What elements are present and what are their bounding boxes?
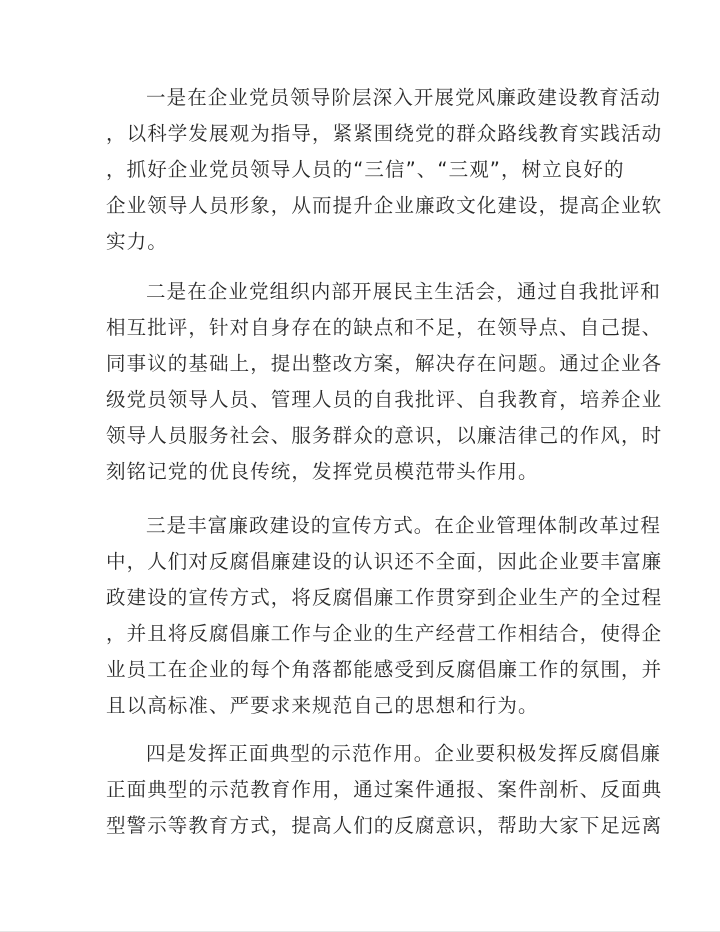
paragraph-line: 四是发挥正面典型的示范作用。企业要积极发挥反腐倡廉: [146, 742, 662, 765]
paragraph-2: [106, 274, 663, 490]
paragraph-line: ，以科学发展观为指导，紧紧围绕党的群众路线教育实践活动: [106, 122, 663, 145]
paragraph-line: ，抓好企业党员领导人员的“三信”、“三观”，树立良好的: [106, 158, 625, 181]
paragraph-line: 实力。: [106, 230, 168, 253]
paragraph-1: [106, 80, 663, 260]
paragraph-line: 正面典型的示范教育作用，通过案件通报、案件剖析、反面典: [106, 778, 663, 801]
paragraph-line: 相互批评，针对自身存在的缺点和不足，在领导点、自己提、: [106, 316, 663, 339]
paragraph-line: 业员工在企业的每个角落都能感受到反腐倡廉工作的氛围，并: [106, 658, 663, 681]
paragraph-line: 政建设的宣传方式，将反腐倡廉工作贯穿到企业生产的全过程: [106, 586, 663, 609]
paragraph-line: 同事议的基础上，提出整改方案，解决存在问题。通过企业各: [106, 352, 663, 375]
paragraph-line: 三是丰富廉政建设的宣传方式。在企业管理体制改革过程: [146, 514, 662, 537]
paragraph-line: 刻铭记党的优良传统，发挥党员模范带头作用。: [106, 460, 539, 483]
paragraph-3: [106, 508, 663, 724]
paragraph-4: [106, 736, 663, 844]
paragraph-line: 二是在企业党组织内部开展民主生活会，通过自我批评和: [146, 280, 662, 303]
paragraph-line: 一是在企业党员领导阶层深入开展党风廉政建设教育活动: [146, 86, 662, 109]
paragraph-line: 领导人员服务社会、服务群众的意识，以廉洁律己的作风，时: [106, 424, 663, 447]
paragraph-line: 级党员领导人员、管理人员的自我批评、自我教育，培养企业: [106, 388, 663, 411]
paragraph-line: ，并且将反腐倡廉工作与企业的生产经营工作相结合，使得企: [106, 622, 663, 645]
paragraph-line: 且以高标准、严要求来规范自己的思想和行为。: [106, 694, 539, 717]
paragraph-line: 中，人们对反腐倡廉建设的认识还不全面，因此企业要丰富廉: [106, 550, 663, 573]
paragraph-line: 企业领导人员形象，从而提升企业廉政文化建设，提高企业软: [106, 194, 663, 217]
paragraph-line: 型警示等教育方式，提高人们的反腐意识，帮助大家下足远离: [106, 814, 663, 837]
